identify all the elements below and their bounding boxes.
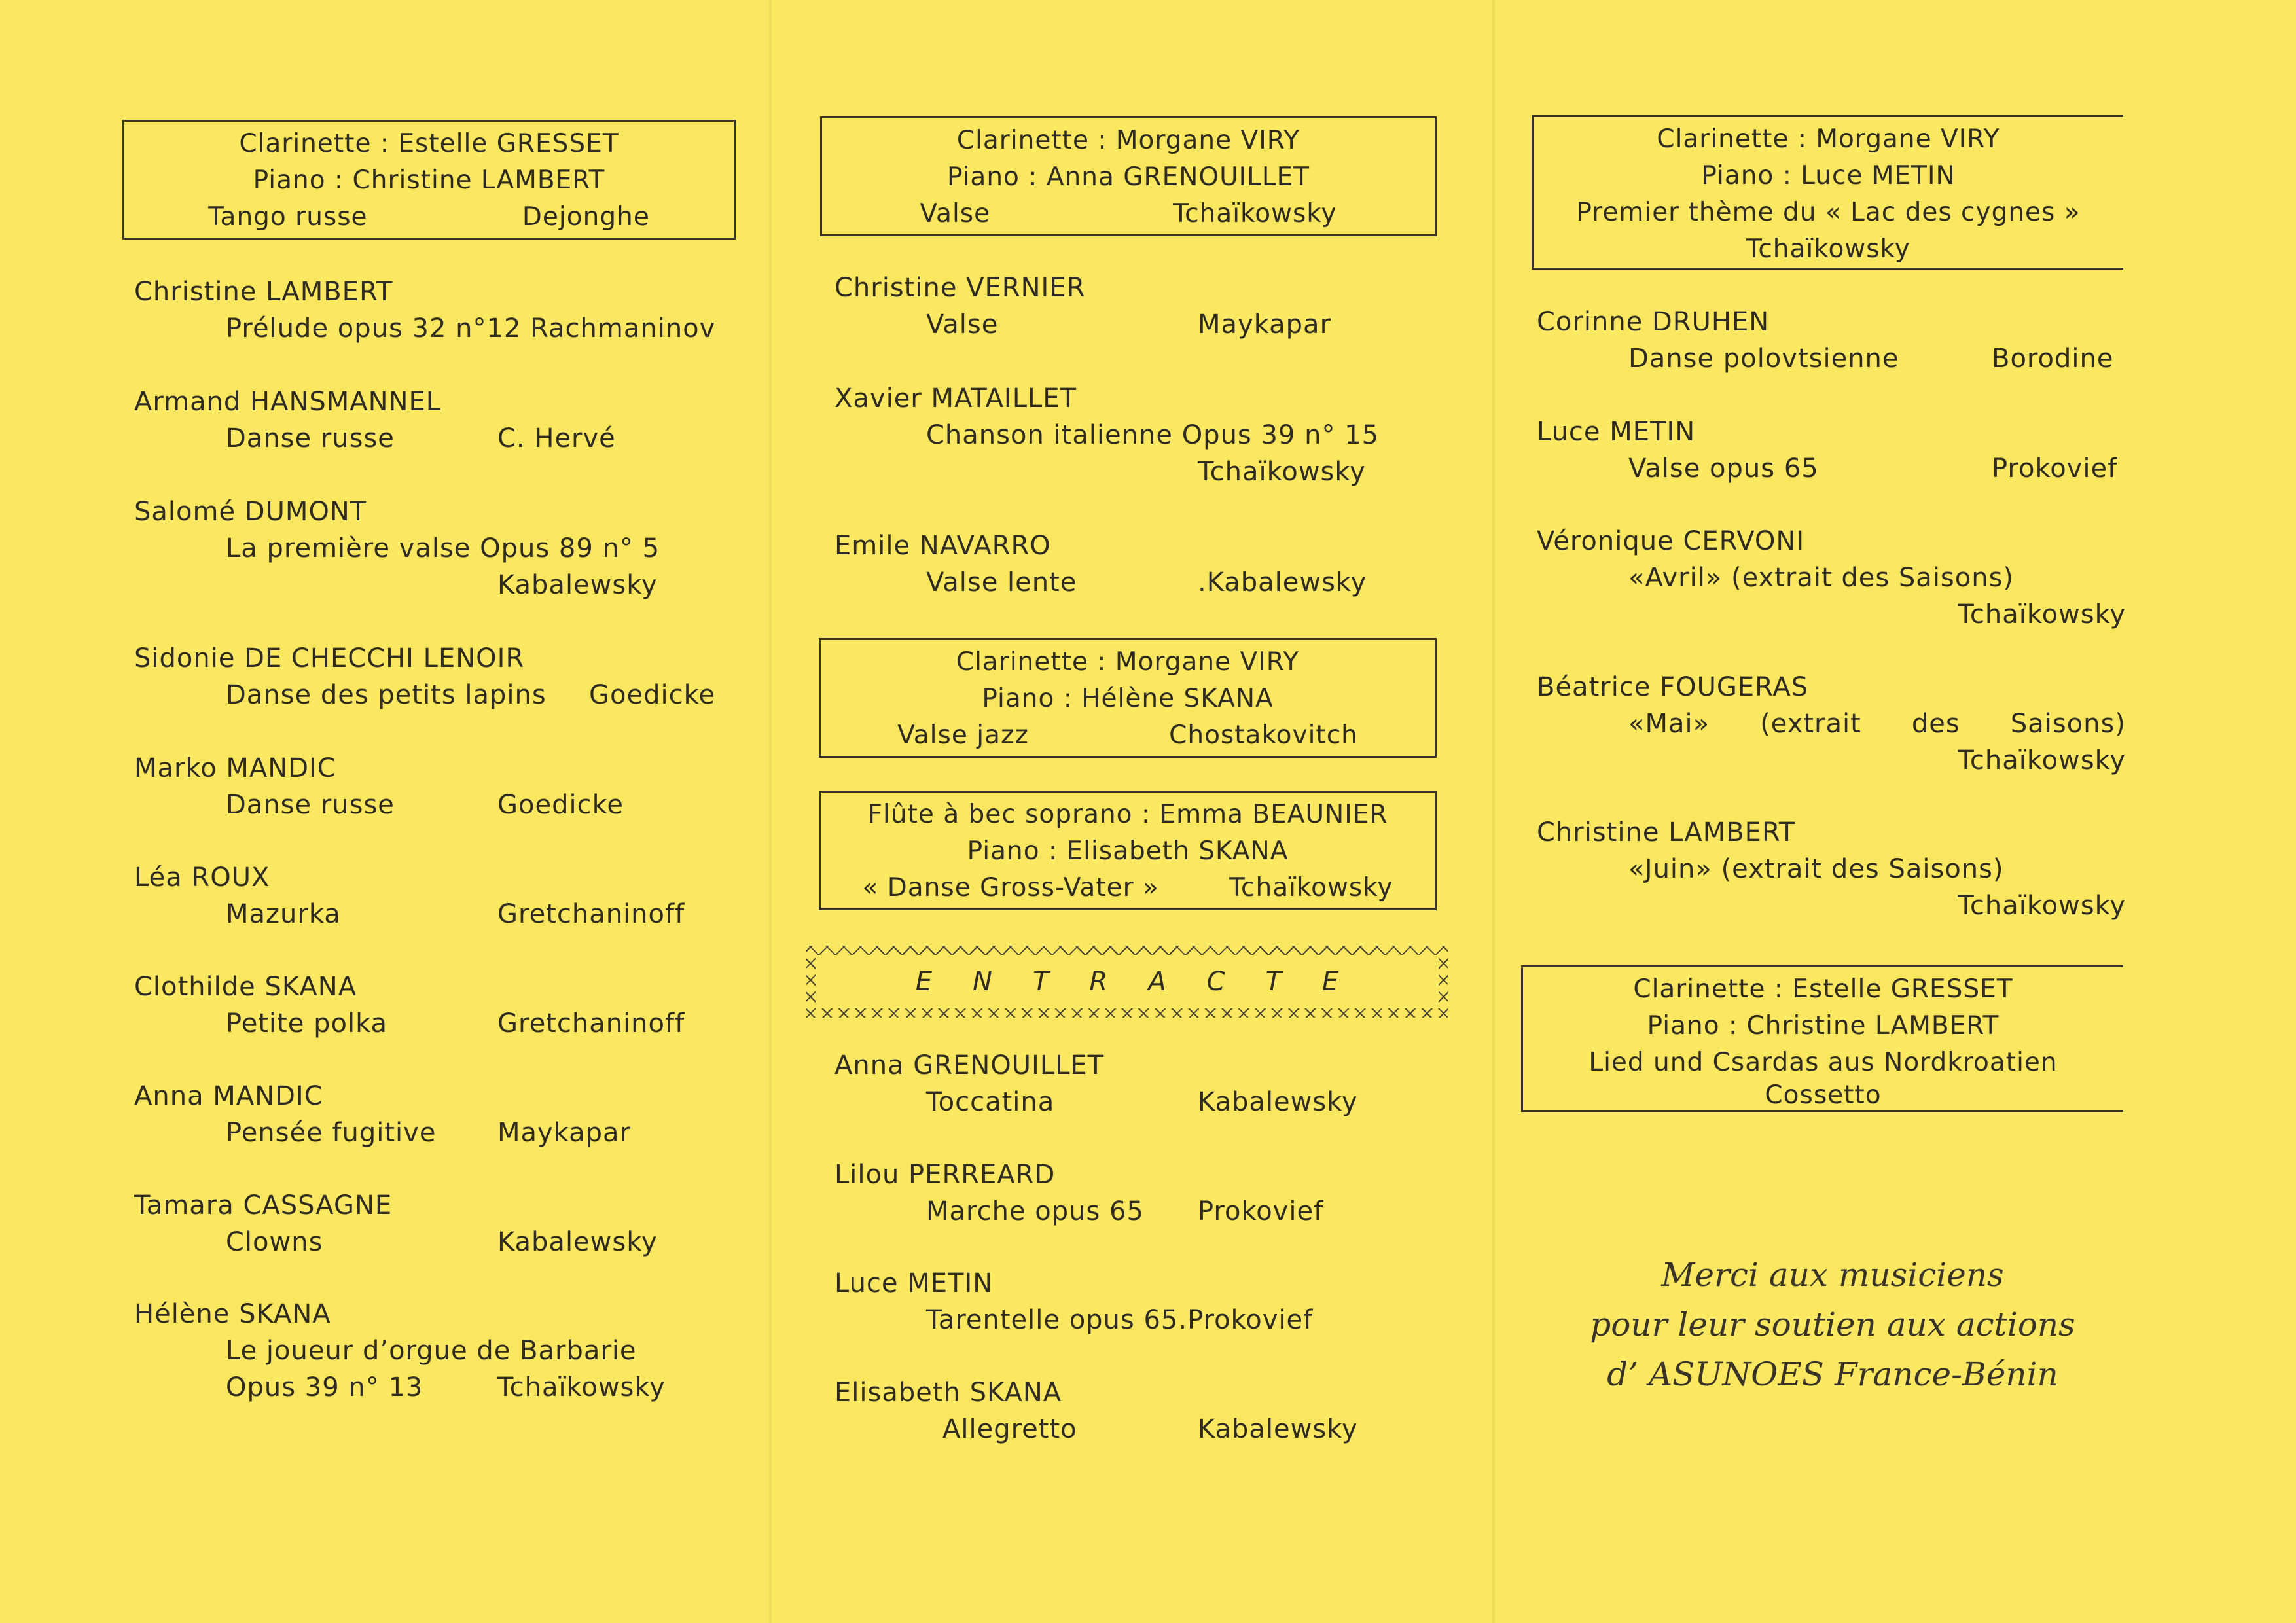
composer: Kabalewsky bbox=[497, 1227, 658, 1257]
program-entry bbox=[834, 380, 1437, 490]
piece-line bbox=[134, 567, 736, 603]
composer: C. Hervé bbox=[497, 423, 616, 454]
box-line: Clarinette : Estelle GRESSET bbox=[239, 129, 619, 158]
box-line: Clarinette : Morgane VIRY bbox=[956, 126, 1300, 155]
box-piece-row bbox=[131, 199, 727, 236]
composer: Tchaïkowsky bbox=[1229, 873, 1393, 902]
program-entry bbox=[134, 750, 736, 823]
piece-title: Danse polovtsienne bbox=[1628, 344, 1899, 374]
program-entry bbox=[1537, 814, 2126, 924]
piece-line bbox=[1537, 450, 2126, 487]
composer: Gretchaninoff bbox=[497, 899, 685, 929]
piece-title: Toccatina bbox=[926, 1087, 1055, 1117]
piece-title: Clowns bbox=[226, 1227, 323, 1257]
piece-title: Valse opus 65 bbox=[1628, 454, 1819, 484]
piece-title: Tarentelle opus 65.Prokovief bbox=[926, 1305, 1314, 1335]
performer: Marko MANDIC bbox=[134, 753, 336, 783]
piece-word: des bbox=[1911, 709, 1960, 739]
composer: Kabalewsky bbox=[1198, 1414, 1358, 1444]
piece-title: Le joueur d’orgue de Barbarie bbox=[226, 1336, 637, 1366]
program-entry bbox=[834, 1156, 1437, 1230]
piece-title: Valse lente bbox=[926, 567, 1077, 597]
composer: Prokovief bbox=[1198, 1196, 1324, 1226]
box-line: Flûte à bec soprano : Emma BEAUNIER bbox=[867, 800, 1388, 829]
right-duo-box-2 bbox=[1521, 965, 2123, 1112]
left-duo-box bbox=[122, 120, 736, 240]
performer: Lilou PERREARD bbox=[834, 1160, 1056, 1190]
composer: .Kabalewsky bbox=[1198, 567, 1367, 597]
program-entry bbox=[134, 1296, 736, 1406]
composer: Kabalewsky bbox=[497, 570, 658, 600]
box-line: Piano : Christine LAMBERT bbox=[253, 166, 605, 195]
piece-line bbox=[134, 1224, 736, 1260]
program-entry bbox=[134, 859, 736, 933]
box-piece-row bbox=[829, 196, 1428, 232]
box-piece-row bbox=[827, 870, 1428, 906]
thanks-line: d’ ASUNOES France-Bénin bbox=[1607, 1355, 2058, 1393]
program-entry bbox=[1537, 523, 2126, 633]
program-entry bbox=[834, 1047, 1437, 1120]
program-entry bbox=[834, 270, 1437, 343]
piece-line bbox=[134, 1369, 736, 1406]
entracte-banner bbox=[806, 946, 1448, 1018]
performer: Anna MANDIC bbox=[134, 1081, 323, 1111]
program-entry bbox=[1537, 304, 2126, 377]
middle-duo-box-2 bbox=[819, 638, 1437, 758]
performer: Christine LAMBERT bbox=[134, 277, 393, 307]
performer: Sidonie DE CHECCHI LENOIR bbox=[134, 643, 525, 673]
performer: Christine VERNIER bbox=[834, 273, 1086, 303]
piece-title: «Juin» (extrait des Saisons) bbox=[1628, 854, 2004, 884]
thanks-line: Merci aux musiciens bbox=[1661, 1256, 2004, 1294]
piece-title: Valse jazz bbox=[897, 721, 1029, 750]
piece-line bbox=[834, 454, 1437, 490]
piece-line bbox=[834, 564, 1437, 601]
program-entry bbox=[134, 1187, 736, 1260]
program-entry bbox=[834, 1374, 1437, 1448]
composer: Maykapar bbox=[1198, 310, 1332, 340]
program-entry bbox=[134, 969, 736, 1042]
piece-title: Prélude opus 32 n°12 Rachmaninov bbox=[226, 313, 716, 344]
composer: Tchaïkowsky bbox=[1958, 745, 2126, 776]
performer: Hélène SKANA bbox=[134, 1299, 331, 1329]
piece-title: Valse bbox=[920, 199, 991, 228]
entracte-label: ENTRACTE bbox=[816, 955, 1439, 1008]
piece-title: Chanson italienne Opus 39 n° 15 bbox=[926, 420, 1380, 450]
piece-title: « Danse Gross-Vater » bbox=[862, 873, 1159, 902]
composer: Tchaïkowsky bbox=[1958, 599, 2126, 630]
composer: Cossetto bbox=[1765, 1080, 1882, 1110]
program-entry bbox=[134, 383, 736, 457]
performer: Xavier MATAILLET bbox=[834, 383, 1077, 414]
box-line: Clarinette : Estelle GRESSET bbox=[1633, 974, 2013, 1004]
piece-title: Pensée fugitive bbox=[226, 1118, 437, 1148]
piece-word: (extrait bbox=[1760, 709, 1861, 739]
composer: Tchaïkowsky bbox=[1746, 234, 1910, 264]
composer: Dejonghe bbox=[522, 202, 650, 232]
performer: Véronique CERVONI bbox=[1537, 526, 1805, 556]
performer: Armand HANSMANNEL bbox=[134, 387, 442, 417]
performer: Tamara CASSAGNE bbox=[134, 1190, 393, 1221]
box-line: Clarinette : Morgane VIRY bbox=[1657, 124, 2000, 154]
piece-word: Saisons) bbox=[2010, 709, 2126, 739]
piece-title: Marche opus 65 bbox=[926, 1196, 1144, 1226]
program-entry bbox=[134, 274, 736, 347]
thanks-line: pour leur soutien aux actions bbox=[1590, 1306, 2075, 1344]
performer: Emile NAVARRO bbox=[834, 531, 1051, 561]
composer: Goedicke bbox=[497, 790, 624, 820]
composer: Tchaïkowsky bbox=[1198, 457, 1366, 487]
piece-title: La première valse Opus 89 n° 5 bbox=[226, 533, 660, 563]
piece-line bbox=[834, 306, 1437, 343]
box-line: Clarinette : Morgane VIRY bbox=[956, 647, 1300, 677]
piece-line bbox=[134, 677, 736, 713]
program-entry bbox=[134, 640, 736, 713]
piece-title: Allegretto bbox=[942, 1414, 1077, 1444]
piece-line bbox=[134, 1005, 736, 1042]
piece-line bbox=[134, 1115, 736, 1151]
piece-title: Danse des petits lapins bbox=[226, 680, 547, 710]
piece-opus: Opus 39 n° 13 bbox=[226, 1372, 423, 1402]
piece-title: Petite polka bbox=[226, 1008, 388, 1039]
performer: Léa ROUX bbox=[134, 863, 270, 893]
piece-title: «Avril» (extrait des Saisons) bbox=[1628, 563, 2015, 593]
performer: Anna GRENOUILLET bbox=[834, 1050, 1105, 1080]
composer: Maykapar bbox=[497, 1118, 632, 1148]
piece-title: Tango russe bbox=[208, 202, 368, 232]
piece-line bbox=[134, 787, 736, 823]
piece-title: Danse russe bbox=[226, 423, 395, 454]
performer: Elisabeth SKANA bbox=[834, 1378, 1062, 1408]
piece-line bbox=[134, 420, 736, 457]
right-duo-box-1 bbox=[1532, 115, 2123, 270]
thanks-note bbox=[1518, 1250, 2147, 1399]
piece-title: Valse bbox=[926, 310, 999, 340]
performer: Corinne DRUHEN bbox=[1537, 307, 1770, 337]
piece-line bbox=[134, 896, 736, 933]
box-piece-row bbox=[827, 717, 1428, 754]
program-entry bbox=[1537, 414, 2126, 487]
performer: Luce METIN bbox=[834, 1268, 994, 1298]
fold-line-left bbox=[769, 0, 772, 1623]
box-line: Lied und Csardas aus Nordkroatien bbox=[1588, 1048, 2058, 1077]
performer: Salomé DUMONT bbox=[134, 497, 367, 527]
piece-line bbox=[1537, 705, 2126, 742]
middle-duo-box-3 bbox=[819, 791, 1437, 910]
composer: Borodine bbox=[1992, 344, 2114, 374]
composer: Prokovief bbox=[1992, 454, 2118, 484]
box-line: Piano : Elisabeth SKANA bbox=[967, 836, 1289, 866]
program-entry bbox=[134, 1078, 736, 1151]
program-entry bbox=[134, 493, 736, 603]
box-line: Premier thème du « Lac des cygnes » bbox=[1576, 198, 2081, 227]
box-line: Piano : Hélène SKANA bbox=[982, 684, 1274, 713]
performer: Clothilde SKANA bbox=[134, 972, 357, 1002]
composer: Chostakovitch bbox=[1169, 721, 1358, 750]
piece-line bbox=[1537, 340, 2126, 377]
piece-word: «Mai» bbox=[1628, 709, 1710, 739]
box-line: Piano : Luce METIN bbox=[1701, 161, 1956, 190]
composer: Kabalewsky bbox=[1198, 1087, 1358, 1117]
fold-line-right bbox=[1492, 0, 1495, 1623]
program-entry bbox=[834, 1265, 1437, 1338]
program-entry bbox=[834, 527, 1437, 601]
composer: Goedicke bbox=[589, 680, 715, 710]
composer: Tchaïkowsky bbox=[497, 1372, 666, 1402]
box-line: Piano : Anna GRENOUILLET bbox=[946, 162, 1310, 192]
program-entry bbox=[1537, 669, 2126, 779]
performer: Béatrice FOUGERAS bbox=[1537, 672, 1809, 702]
composer: Tchaïkowsky bbox=[1958, 891, 2126, 921]
performer: Luce METIN bbox=[1537, 417, 1696, 447]
piece-title: Mazurka bbox=[226, 899, 341, 929]
piece-title: Danse russe bbox=[226, 790, 395, 820]
middle-duo-box-1 bbox=[820, 116, 1437, 236]
performer: Christine LAMBERT bbox=[1537, 817, 1796, 847]
piece-line bbox=[834, 1411, 1437, 1448]
composer: Gretchaninoff bbox=[497, 1008, 685, 1039]
piece-line bbox=[834, 1084, 1437, 1120]
composer: Tchaïkowsky bbox=[1172, 199, 1337, 228]
box-line: Piano : Christine LAMBERT bbox=[1647, 1011, 2000, 1041]
piece-line bbox=[834, 1193, 1437, 1230]
